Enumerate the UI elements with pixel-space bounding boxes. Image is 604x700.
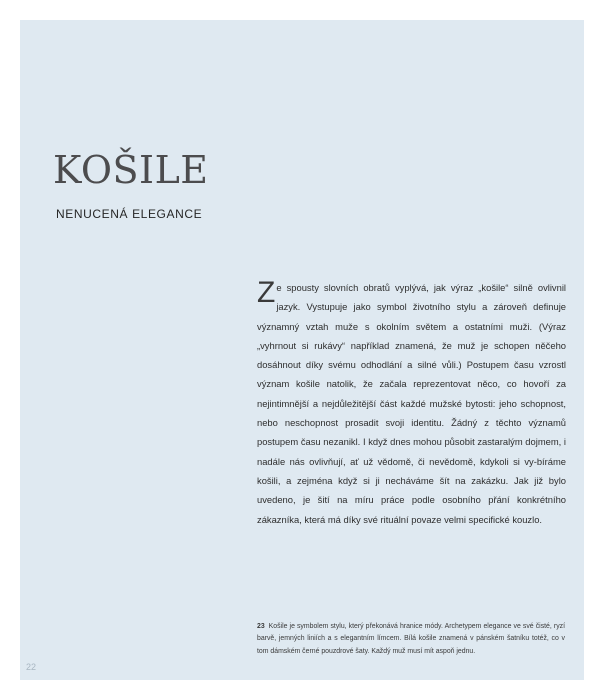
drop-cap: Z [257,276,276,309]
page-subtitle: NENUCENÁ ELEGANCE [56,207,203,221]
page-panel [20,20,584,680]
body-paragraph [257,278,566,529]
caption-text: Košile je symbolem stylu, který překonává hranice módy. Archetypem elegance ve své čisté, ryzí barvě, jemných liniích a s elegantním límcem. Bílá košile znamená v pánském šatníku totéž, co v tom dámském černé pouzdrové šaty. Každý muž musí mít aspoň jednu. [257,623,565,655]
image-caption [257,621,565,658]
page-number: 22 [26,662,37,672]
page-title: KOŠILE [53,148,209,192]
body-text: e spousty slovních obratů vyplývá, jak výraz „košile“ silně ovlivnil jazyk. Vystupuje jako symbol životního stylu a zároveň definuje významný vztah muže s okolním světem a ostatními muži. (Výraz „vyhrnout si rukávy“ například znamená, že muž je schopen něčeho dosáhnout díky svému odhodlání a silné vůli.) Postupem času vzrostl význam košile natolik, že začala reprezentovat něco, co hovoří za nejintimnější a nejdůležitější část každé mužské bytosti: jeho schopnost, nebo neschopnost prosadit svoji identitu. Žádný z těchto významů postupem času nezanikl. I když dnes mohou působit zastaralým dojmem, i nadále nás ovlivňují, ať už vědomě, či nevědomě, kdykoli si vy-bíráme košili, a zejména když si ji necháváme šít na zakázku. Jak již bylo uvedeno, je šití na míru práce podle osobního přání konkrétního zákazníka, která má díky své rituální povaze velmi specifické kouzlo. [257,282,566,525]
caption-number: 23 [257,623,265,630]
